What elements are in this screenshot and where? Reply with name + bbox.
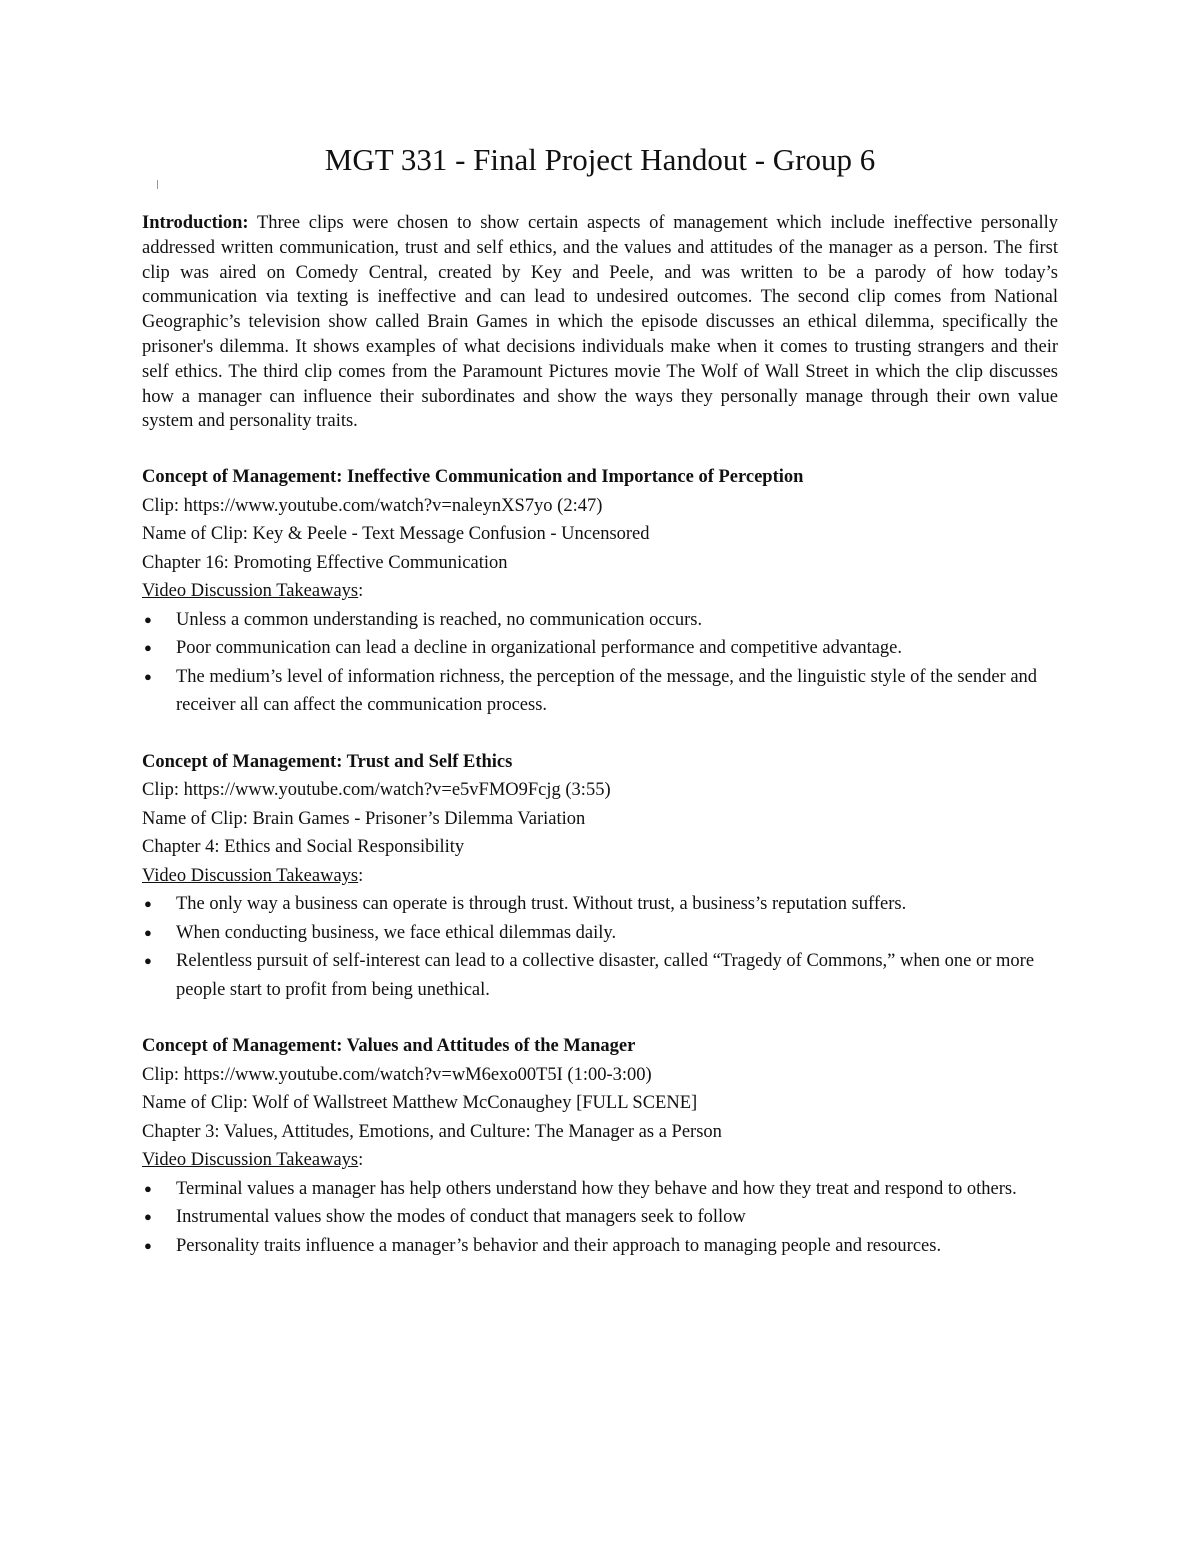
clip-link: Clip: https://www.youtube.com/watch?v=e5vFMO9Fcjg (3:55) — [142, 780, 611, 801]
introduction-text: Three clips were chosen to show certain aspects of management which include ineffective personally addressed written communication, trust and self ethics, and the values and attitudes of the manager as a person. The first clip was aired on Comedy Central, created by Key and Peele, and was written to be a parody of how today’s communication via texting is ineffective and can lead to undesired outcomes. The second clip comes from National Geographic’s television show called Brain Games in which the episode discusses an ethical dilemma, specifically the prisoner's dilemma. It shows examples of what decisions individuals make when it comes to trusting strangers and their self ethics. The third clip comes from the Paramount Pictures movie The Wolf of Wall Street in which the clip discusses how a manager can influence their subordinates and show the ways they personally manage through their own value system and personality traits. — [142, 213, 1058, 432]
list-item-text: When conducting business, we face ethical dilemmas daily. — [176, 922, 617, 943]
takeaways-list — [142, 1175, 1058, 1261]
takeaways-label: Video Discussion Takeaways — [142, 865, 359, 886]
takeaways-heading: Video Discussion Takeaways: — [142, 1150, 364, 1171]
list-item-text: Relentless pursuit of self-interest can lead to a collective disaster, called “Tragedy of Commons,” when one or more people start to profit from being unethical. — [176, 951, 1035, 1000]
takeaways-heading: Video Discussion Takeaways: — [142, 581, 364, 602]
list-item — [142, 634, 1058, 663]
section-heading: Concept of Management: Values and Attitudes of the Manager — [142, 1036, 636, 1057]
introduction-label: Introduction: — [142, 213, 249, 233]
section-heading: Concept of Management: Trust and Self Ethics — [142, 751, 513, 772]
bullet-icon: ● — [144, 640, 152, 656]
clip-link: Clip: https://www.youtube.com/watch?v=wM6exo00T5I (1:00-3:00) — [142, 1064, 652, 1085]
list-item-text: Poor communication can lead a decline in organizational performance and competitive advantage. — [176, 638, 903, 659]
list-item — [142, 1175, 1058, 1204]
list-item-text: The medium’s level of information richness, the perception of the message, and the linguistic style of the sender and receiver all can affect the communication process. — [176, 666, 1038, 716]
clip-link: Clip: https://www.youtube.com/watch?v=naleynXS7yo (2:47) — [142, 495, 603, 516]
bullet-icon: ● — [144, 668, 152, 684]
introduction-paragraph — [142, 211, 1058, 434]
list-item-text: Personality traits influence a manager’s behavior and their approach to managing people and resources. — [176, 1235, 942, 1256]
bullet-icon: ● — [144, 1209, 152, 1225]
list-item-text: Terminal values a manager has help others understand how they behave and how they treat and respond to others. — [176, 1178, 1017, 1199]
section-heading: Concept of Management: Ineffective Communication and Importance of Perception — [142, 467, 804, 488]
section-communication — [142, 463, 1058, 720]
clip-name: Name of Clip: Wolf of Wallstreet Matthew McConaughey [FULL SCENE] — [142, 1093, 698, 1114]
bullet-icon: ● — [144, 953, 152, 969]
bullet-icon: ● — [144, 924, 152, 940]
takeaways-heading: Video Discussion Takeaways: — [142, 865, 364, 886]
clip-name: Name of Clip: Key & Peele - Text Message Confusion - Uncensored — [142, 524, 650, 545]
document-body — [142, 211, 1058, 1260]
chapter-reference: Chapter 16: Promoting Effective Communication — [142, 552, 508, 573]
takeaways-list — [142, 606, 1058, 720]
bullet-icon: ● — [144, 1180, 152, 1196]
page-title: MGT 331 - Final Project Handout - Group 6 — [324, 142, 876, 177]
cursor-mark — [157, 180, 158, 189]
section-trust-ethics — [142, 748, 1058, 1005]
list-item — [142, 919, 1058, 948]
takeaways-list — [142, 890, 1058, 1004]
list-item — [142, 1203, 1058, 1232]
section-values-attitudes — [142, 1032, 1058, 1260]
bullet-icon: ● — [144, 611, 152, 627]
list-item-text: Instrumental values show the modes of conduct that managers seek to follow — [176, 1207, 746, 1228]
clip-name: Name of Clip: Brain Games - Prisoner’s Dilemma Variation — [142, 808, 586, 829]
takeaways-label: Video Discussion Takeaways — [142, 581, 359, 602]
list-item — [142, 890, 1058, 919]
bullet-icon: ● — [144, 896, 152, 912]
chapter-reference: Chapter 4: Ethics and Social Responsibility — [142, 837, 465, 858]
list-item — [142, 663, 1058, 720]
takeaways-label: Video Discussion Takeaways — [142, 1150, 359, 1171]
bullet-icon: ● — [144, 1237, 152, 1253]
list-item — [142, 947, 1058, 1004]
list-item — [142, 606, 1058, 635]
list-item — [142, 1232, 1058, 1261]
list-item-text: Unless a common understanding is reached, no communication occurs. — [176, 609, 703, 630]
list-item-text: The only way a business can operate is through trust. Without trust, a business’s reputation suffers. — [176, 894, 907, 915]
chapter-reference: Chapter 3: Values, Attitudes, Emotions, and Culture: The Manager as a Person — [142, 1121, 722, 1142]
